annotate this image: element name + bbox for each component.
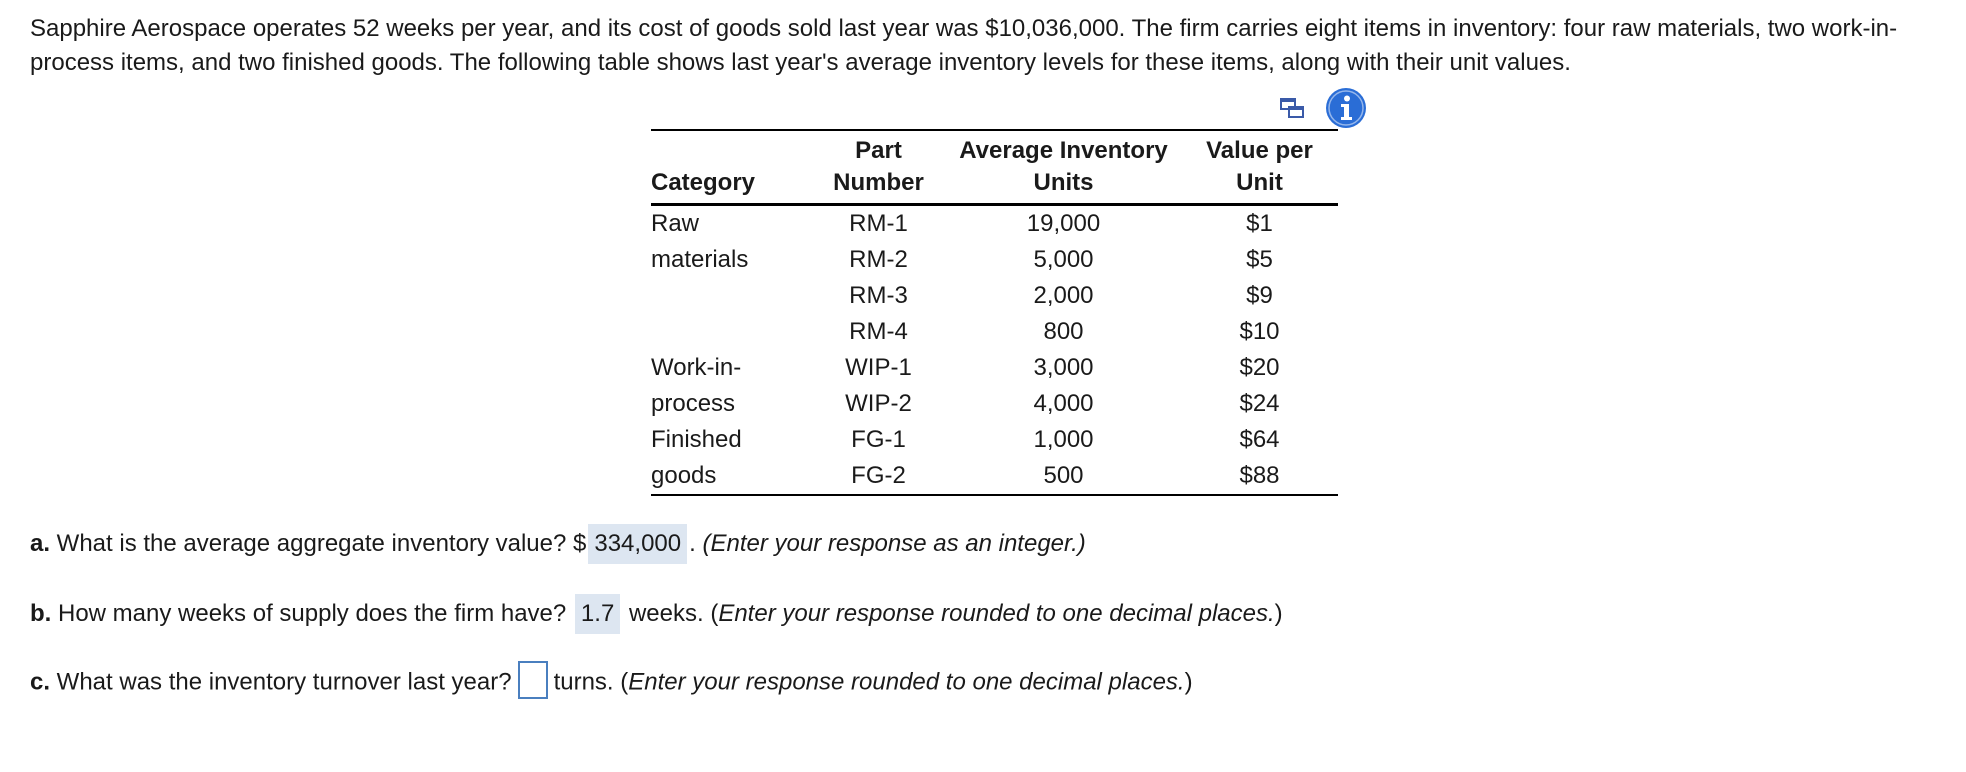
info-icon[interactable] [1324, 86, 1368, 130]
cell-category: materials [651, 246, 749, 273]
copy-icon[interactable] [1278, 94, 1306, 122]
cell-units: 4,000 [1033, 390, 1094, 417]
question-a-letter: a. [30, 530, 51, 557]
table-row [651, 422, 1338, 458]
cell-category: goods [651, 458, 811, 495]
cell-part-number: RM-1 [849, 210, 908, 237]
answer-b-field[interactable]: 1.7 [575, 594, 620, 634]
cell-category: Finished [651, 426, 742, 453]
question-a-text: What is the average aggregate inventory value? $ [50, 530, 587, 557]
cell-part-number: RM-2 [849, 246, 908, 273]
cell-value: $9 [1246, 282, 1273, 309]
table-row [651, 205, 1338, 243]
cell-units: 500 [946, 458, 1181, 495]
question-c [30, 664, 1193, 702]
cell-value: $5 [1246, 246, 1273, 273]
cell-value: $1 [1246, 210, 1273, 237]
question-b-text: How many weeks of supply does the firm have? [51, 600, 567, 627]
cell-value: $24 [1239, 390, 1280, 417]
question-a [30, 524, 1086, 564]
question-c-text: What was the inventory turnover last year? [50, 668, 512, 696]
cell-value: $88 [1181, 458, 1338, 495]
cell-units: 19,000 [1026, 210, 1101, 237]
cell-units: 1,000 [1033, 426, 1094, 453]
toolbar-icons [1278, 86, 1368, 130]
table-row [651, 458, 1338, 495]
table-row [651, 350, 1338, 386]
cell-category: Work-in- [651, 354, 742, 381]
question-c-close: ) [1184, 668, 1193, 696]
cell-value: $64 [1239, 426, 1280, 453]
cell-part-number: WIP-1 [845, 354, 912, 381]
cell-part-number: WIP-2 [845, 390, 912, 417]
header-category: Category [651, 130, 811, 205]
cell-part-number: RM-4 [849, 318, 908, 345]
question-b [30, 594, 1283, 634]
table-header-row [651, 130, 1338, 205]
cell-part-number: FG-2 [811, 458, 946, 495]
cell-category [651, 278, 811, 314]
cell-part-number: FG-1 [851, 426, 906, 453]
question-b-letter: b. [30, 600, 52, 627]
question-a-hint: (Enter your response as an integer.) [702, 530, 1086, 557]
cell-units: 2,000 [1033, 282, 1094, 309]
question-a-after: . [689, 530, 703, 557]
header-average-inventory-units: Average Inventory Units [946, 130, 1181, 205]
header-value-per-unit: Value per Unit [1181, 130, 1338, 205]
question-c-after: turns. ( [553, 668, 629, 696]
question-b-after: weeks. ( [622, 600, 719, 627]
table-row [651, 386, 1338, 422]
cell-part-number: RM-3 [849, 282, 908, 309]
cell-units: 800 [1043, 318, 1084, 345]
table-row [651, 242, 1338, 278]
table-row [651, 314, 1338, 350]
header-part-number: Part Number [811, 130, 946, 205]
cell-category [651, 314, 811, 350]
question-b-hint: Enter your response rounded to one decimal places. [718, 600, 1275, 627]
problem-statement: Sapphire Aerospace operates 52 weeks per year, and its cost of goods sold last year was $10,036,000. The firm carries eight items in inventory: four raw materials, two work-in-process items, and two finished goods. The following table shows last year's average inventory levels for these items, along with their unit values. [30, 15, 1898, 76]
table-row [651, 278, 1338, 314]
question-c-letter: c. [30, 668, 51, 696]
question-c-hint: Enter your response rounded to one decimal places. [628, 668, 1185, 696]
cell-category: Raw [651, 210, 700, 237]
cell-category: process [651, 390, 736, 417]
answer-a-field[interactable]: 334,000 [588, 524, 687, 564]
cell-units: 3,000 [1033, 354, 1094, 381]
cell-value: $20 [1239, 354, 1280, 381]
inventory-table [651, 129, 1338, 496]
cell-units: 5,000 [1033, 246, 1094, 273]
question-b-close: ) [1274, 600, 1283, 627]
answer-c-input[interactable] [518, 661, 548, 699]
cell-value: $10 [1239, 318, 1280, 345]
